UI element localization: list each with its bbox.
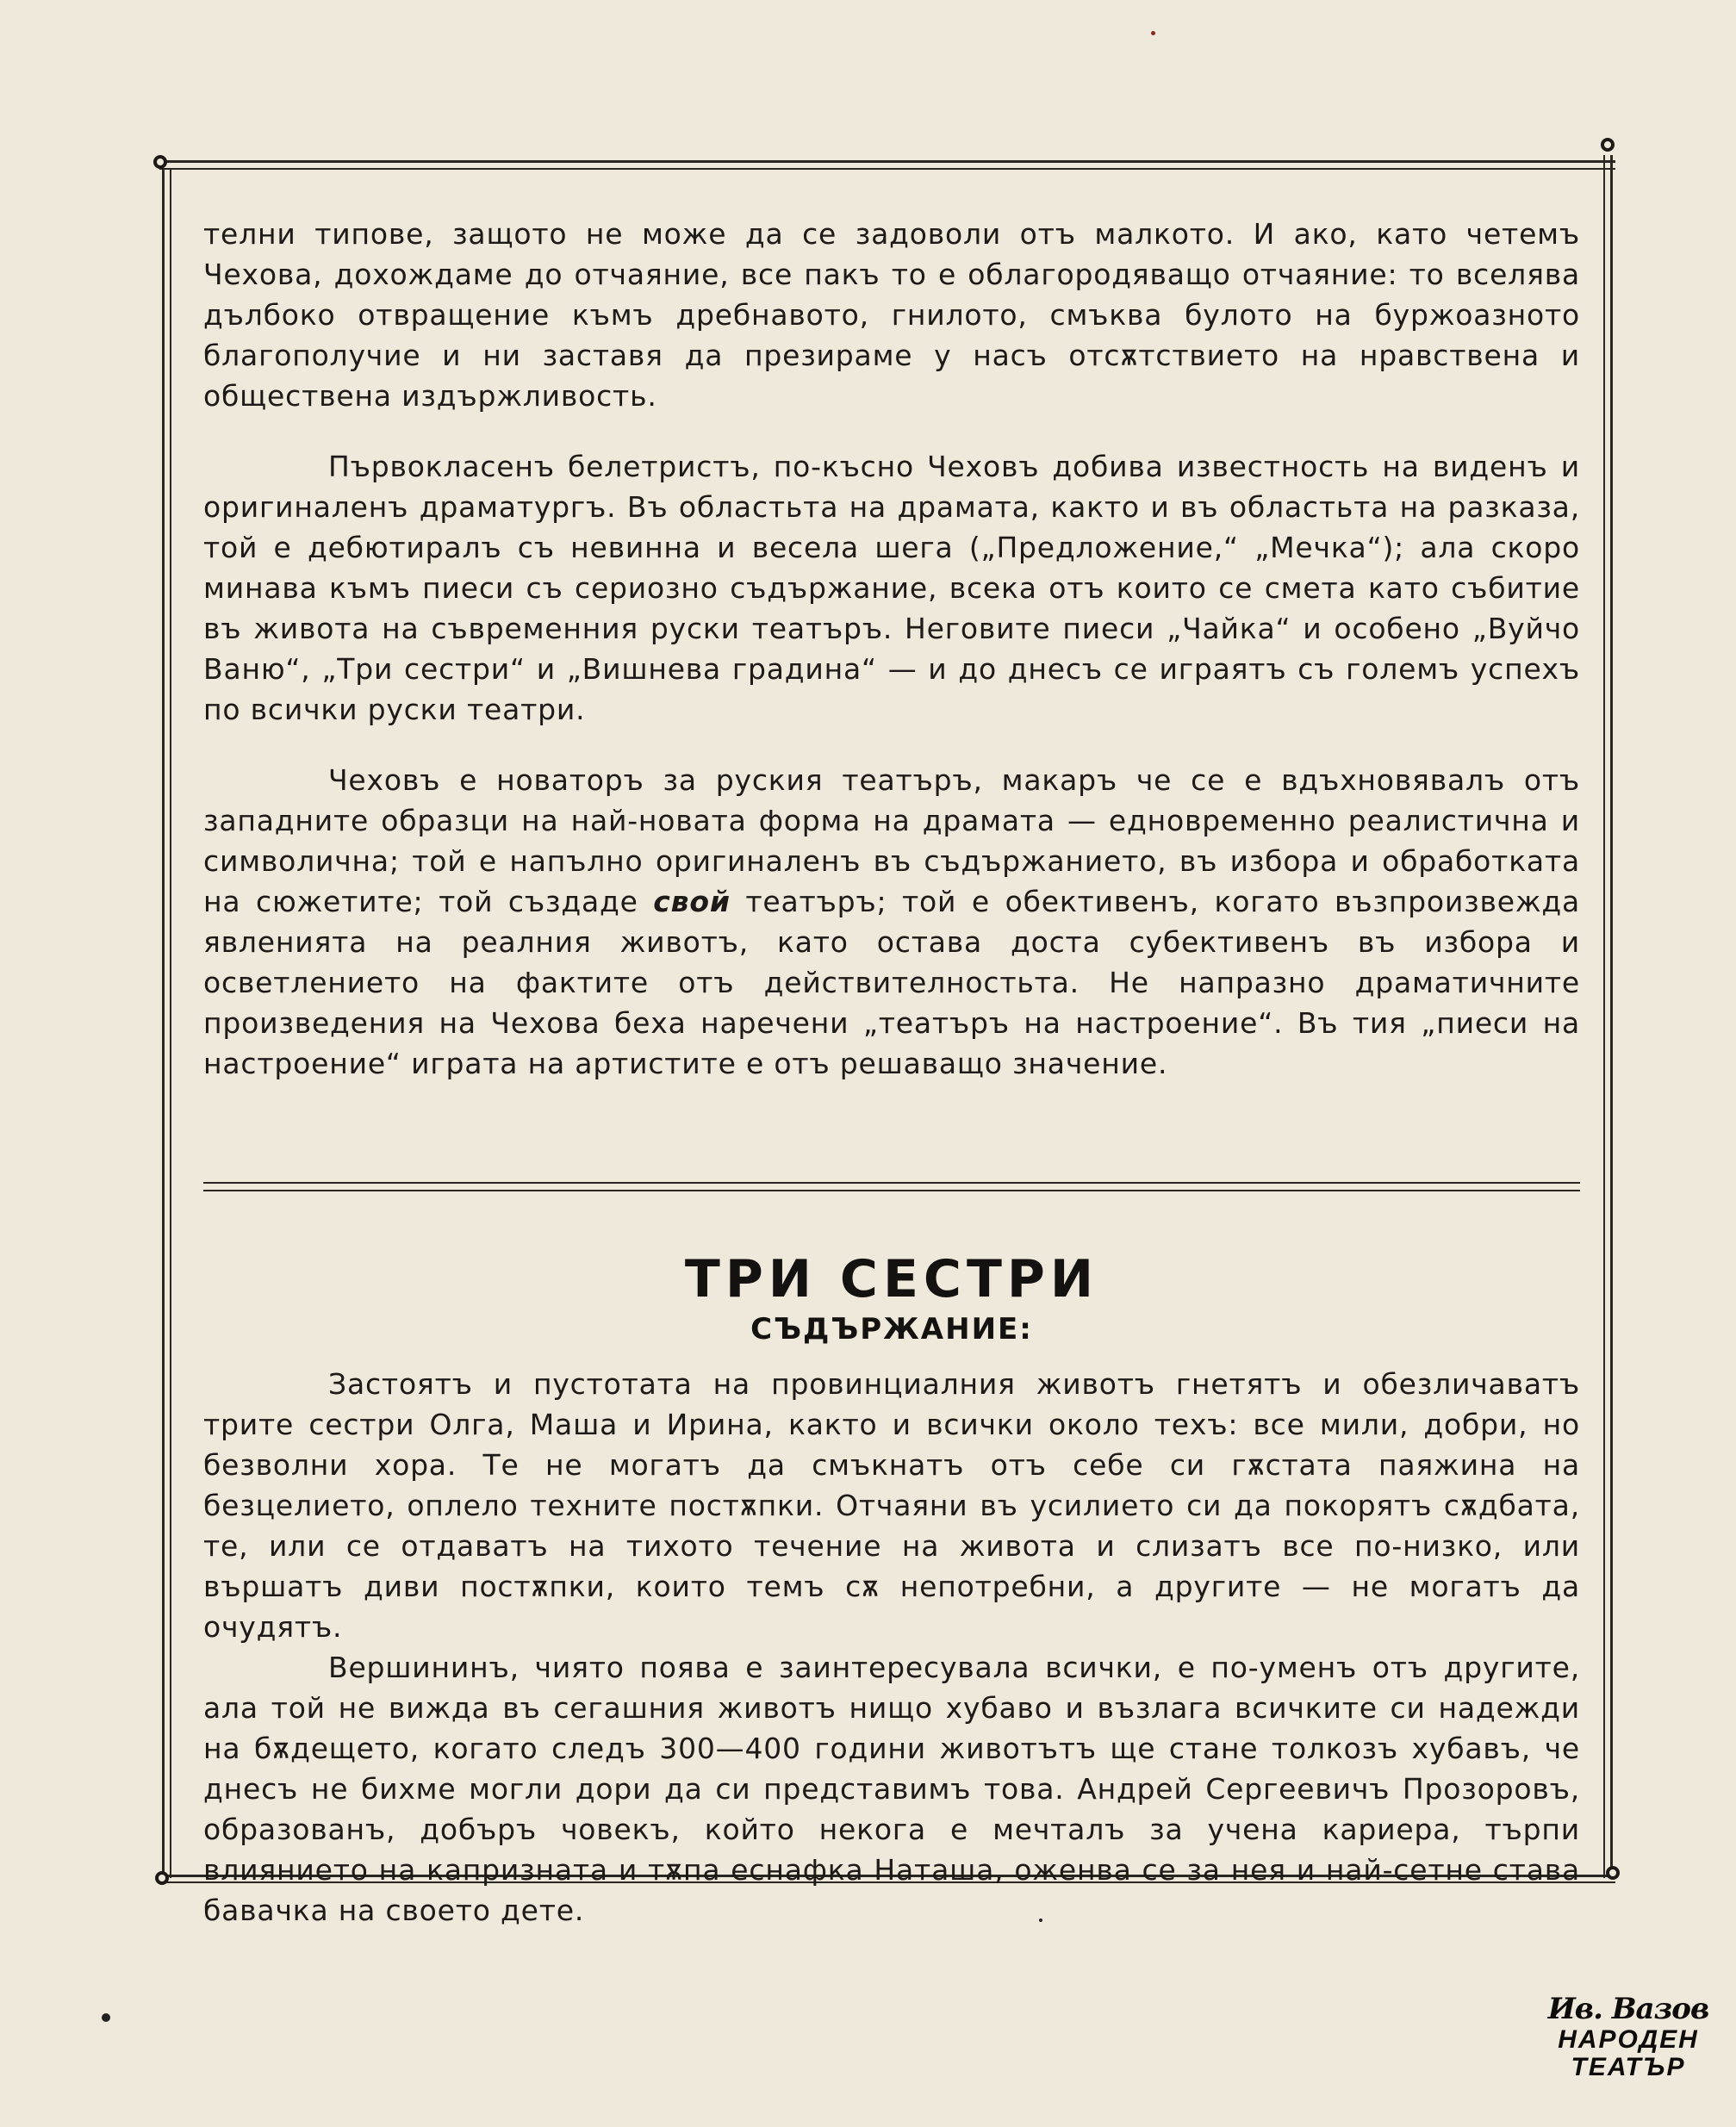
synopsis-paragraph-1: Застоятъ и пустотата на провинциалния животъ гнетятъ и обезличаватъ трите сестри Олга, Маша и Ирина, както и всички около техъ: все мили, добри, но безволни хора. Те не могатъ да смъкнатъ отъ себе си гѫстата паяжина на безцелието, оплело техните постѫпки. Отчаяни въ усилието си да покорятъ сѫдбата, те, или се отдаватъ на тихото течение на живота и слизатъ все по-низко, или вършатъ диви постѫпки, които темъ сѫ непотребни, а другите — не могатъ да очудятъ. [203,1367,1580,1644]
frame-right-line [1610,155,1613,1878]
frame-left-line [162,168,165,1878]
paragraph-1: телни типове, защото не може да се задоволи отъ малкото. И ако, като четемъ Чехова, дохождаме до отчаяние, все пакъ то е облагородяващо отчаяние: то вселява дълбоко отвращение къмъ дребнавото, гнилото, смъква булото на буржоазното благополучие и ни заставя да презираме у насъ отсѫтствието на нравствена и обществена издържливость. [203,217,1580,413]
paper-speck [1039,1919,1042,1922]
theatre-logo [1542,1992,1714,2104]
synopsis-paragraph-2: Вершининъ, чиято поява е заинтересувала всички, е по-уменъ отъ другите, ала той не вижда въ сегашния животъ нищо хубаво и възлага всичките си надежди на бѫдещето, когато следъ 300—400 години животътъ ще стане толкозъ хубавъ, че днесъ не бихме могли дори да си представимъ това. Андрей Сергеевичъ Прозоровъ, образованъ, добъръ човекъ, който некога е мечталъ за учена кариера, търпи влиянието на капризната и тѫпа еснафка Наташа, оженва се за нея и най-сетне става бавачка на своето дете. [203,1651,1580,1927]
paper-speck [1151,31,1155,35]
section-title: ТРИ СЕСТРИ [684,1249,1099,1309]
frame-corner-bottom-left-icon [155,1871,169,1885]
section-subtitle: СЪДЪРЖАНИЕ: [750,1312,1033,1346]
frame-top-line-inner [159,168,1615,170]
emphasis-word: свой [653,885,731,918]
paragraph-3-start: Чеховъ е новаторъ за руския театъръ, макаръ че се е вдъхновявалъ отъ западните образци на най-новата форма на драмата — едновременно реалистична и символична; той е напълно оригиналенъ въ съдържанието, въ избора и обработката на сюжетите; той създаде [203,763,1580,918]
frame-corner-bottom-right-icon [1606,1866,1620,1880]
frame-top-line [159,160,1615,163]
paragraph-3-end: театъръ; той е обективенъ, когато възпроизвежда явленията на реалния животъ, като остава доста субективенъ въ избора и осветлението на фактите отъ действителностьта. Не напразно драматичните произведения на Чехова беха наречени „театъръ на настроение“. Въ тия „пиеси на настроение“ играта на артистите е отъ решаващо значение. [203,885,1580,1080]
logo-line-1: НАРОДЕН [1558,2025,1699,2054]
frame-corner-top-left-icon [153,155,167,169]
logo-signature: Ив. Вазов [1547,1992,1709,2026]
paragraph-2: Първокласенъ белетристъ, по-късно Чеховъ добива известность на виденъ и оригиналенъ драматургъ. Въ областьта на драмата, както и въ областьта на разказа, той е дебютиралъ съ невинна и весела шега („Предложение,“ „Мечка“); ала скоро минава къмъ пиеси съ сериозно съдържание, всека отъ които се смета като събитие въ живота на съвременния руски театъръ. Неговите пиеси „Чайка“ и особено „Вуйчо Ваню“, „Три сестри“ и „Вишнева градина“ — и до днесъ се играятъ съ големъ успехъ по всички руски театри. [203,450,1580,726]
paragraph-3 [203,760,1580,1084]
frame-left-line-inner [170,168,171,1878]
synopsis-text [203,1364,1580,1931]
frame-corner-top-right-icon [1601,138,1615,152]
logo-line-2: ТЕАТЪР [1571,2053,1686,2081]
body-text [203,214,1580,1084]
paper-speck [102,2013,110,2022]
section-divider [203,1182,1580,1191]
frame-right-line-inner [1603,155,1605,1878]
